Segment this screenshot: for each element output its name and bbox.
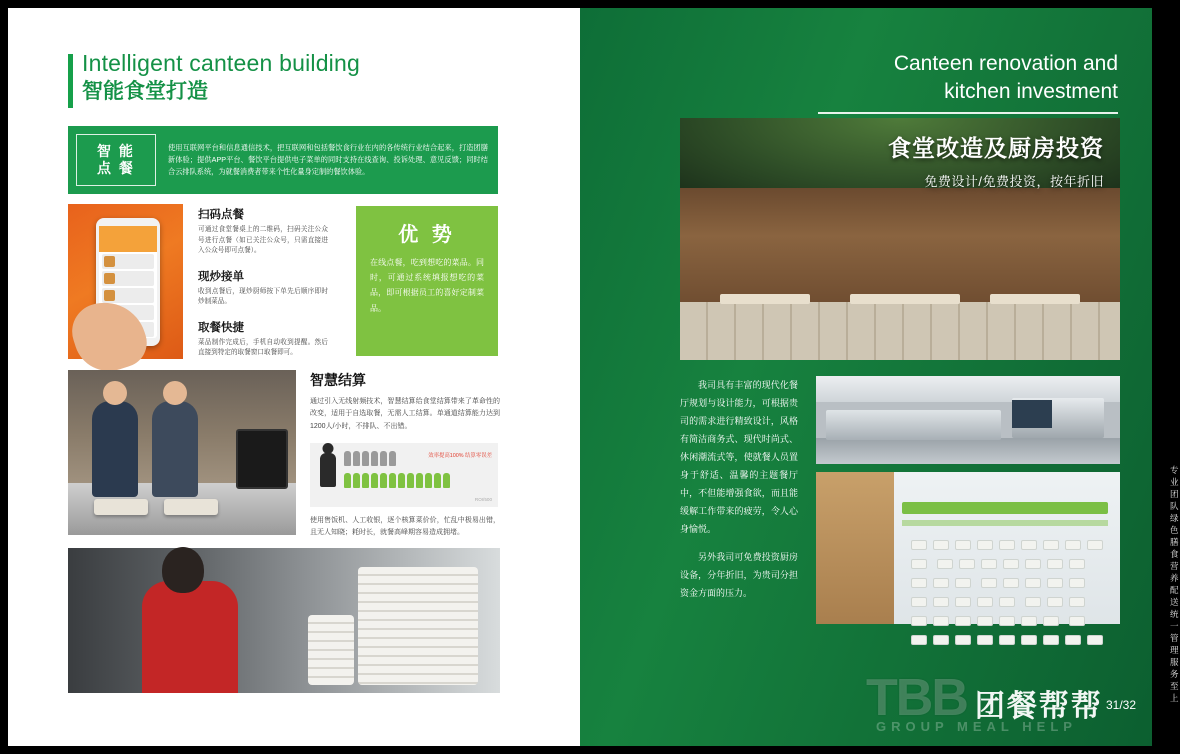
stat-label: 效率提高100% 结算零误差: [428, 452, 492, 459]
phone-ordering-photo: [68, 204, 183, 359]
intro-tag-line2: 点 餐: [97, 160, 135, 176]
intro-tag: [76, 134, 156, 186]
efficiency-stat-graphic: [310, 443, 498, 507]
stat-row-baseline: [344, 451, 398, 466]
logo-taglines: 专业团队 绿色膳食 营养配送 统一管理 服务至上: [1170, 465, 1180, 703]
settlement-terminal: [236, 429, 288, 489]
logo-english-name: GROUP MEAL HELP: [876, 719, 1077, 734]
serving-window-photo: [68, 548, 500, 693]
staff-figure: [142, 581, 238, 693]
logo-mark: TBB: [866, 669, 967, 728]
diner-head: [163, 381, 187, 405]
right-page: [580, 8, 1180, 746]
plan-service-line-shadow: [902, 520, 1108, 526]
right-title-line2: kitchen investment: [944, 80, 1118, 104]
feature-heading-3: 取餐快捷: [198, 321, 244, 334]
advantage-text: 在线点餐，吃到想吃的菜品。同时，可通过系统填报想吃的菜品，即可根据员工的喜好定制菜品。: [370, 258, 484, 313]
right-body-text: [680, 376, 798, 612]
dining-table: [990, 294, 1080, 304]
plate-stack: [308, 615, 354, 685]
dining-table: [850, 294, 960, 304]
kitchen-window: [1012, 400, 1052, 428]
smart-settlement-paragraph-1: 通过引入无线射频技术，智慧结算给食堂结算带来了革命性的改变，适用于自选取餐，无需人工结算。单通道结算能力达到1200人/小时，不排队、不出错。: [310, 398, 500, 430]
title-chinese: 智能食堂打造: [82, 80, 208, 104]
stat-note: ROI/500: [474, 496, 492, 502]
restaurant-hero-photo: [680, 118, 1120, 360]
title-accent-bar: [68, 54, 73, 108]
plan-table-grid: [908, 538, 1108, 612]
page-number: 31/32: [1105, 698, 1136, 712]
left-page-title: [68, 50, 360, 106]
person-icon: [320, 453, 336, 487]
feature-text-1: 可通过食堂餐桌上的二维码，扫码关注公众号进行点餐（如已关注公众号，只需直接进入公众号即可点餐）。: [198, 226, 328, 255]
smart-settlement-heading: 智慧结算: [310, 372, 366, 388]
phone-menu-item: [102, 288, 154, 303]
hero-overlay-title: [888, 130, 1104, 190]
food-tray: [94, 499, 148, 515]
phone-app-header: [99, 226, 157, 252]
advantage-title: 优 势: [398, 224, 456, 246]
kitchen-photo: [816, 376, 1120, 464]
kitchen-counter: [826, 410, 1001, 440]
canteen-3d-plan: [816, 472, 1120, 624]
phone-menu-item: [102, 271, 154, 286]
stat-row-improved: [344, 473, 452, 488]
intro-text: 使用互联网平台和信息通信技术，把互联网和包括餐饮食行业在内的各传统行业结合起来，打造团膳新体验；提供APP平台、餐饮平台提供电子菜单的同时支持在线查询、投诉处理、意见反馈；同时结合云排队系统，为就餐消费者带来个性化量身定制的餐饮体验。: [168, 143, 488, 176]
kitchen-floor: [816, 438, 1120, 464]
feature-heading-2: 现炒接单: [198, 270, 244, 283]
staff-head: [162, 547, 204, 593]
intro-band: [68, 126, 498, 194]
hero-title-cn: 食堂改造及厨房投资: [888, 135, 1104, 161]
smart-settlement-paragraph-2: 使用售饭机、人工收银，逐个核算菜价价，忙乱中极易出错，且无人知晓；耗时长，就餐高峰期容易造成拥堵。: [310, 516, 500, 536]
feature-text-2: 收到点餐后，现炒厨师按下单先后顺序即时炒制菜品。: [198, 287, 328, 306]
dining-table: [720, 294, 810, 304]
advantage-box: [356, 206, 498, 356]
right-body-paragraph-1: 我司具有丰富的现代化餐厅规划与设计能力，可根据贵司的需求进行精致设计，风格有简洁商务式、现代时尚式、休闲潮流式等，使就餐人员置身于舒适、温馨的主题餐厅中，不但能增强食欲，而且能缓解工作带来的疲劳，令人心身愉悦。: [680, 380, 798, 534]
canteen-checkout-photo: [68, 370, 296, 535]
logo-chinese-name: 团餐帮帮: [974, 690, 1103, 723]
feature-text-3: 菜品制作完成后，手机自动收到提醒。然后直接到特定的取餐窗口取餐即可。: [198, 338, 328, 357]
feature-list: [198, 206, 328, 370]
dining-room-floor: [680, 302, 1120, 360]
brochure-spread: [8, 8, 1180, 746]
diner-figure: [152, 401, 198, 497]
right-title-line1: Canteen renovation and: [893, 52, 1118, 75]
hero-subtitle-cn: 免费设计/免费投资，按年折旧: [924, 174, 1104, 189]
phone-menu-item: [102, 254, 154, 269]
plan-service-line: [902, 502, 1108, 514]
plan-wall-strip: [816, 472, 894, 624]
food-tray: [164, 499, 218, 515]
dining-room-interior: [680, 188, 1120, 308]
plate-stack: [358, 567, 478, 685]
title-english: Intelligent canteen building: [82, 50, 360, 76]
smart-settlement-block: [310, 370, 500, 539]
diner-head: [103, 381, 127, 405]
left-page: [8, 8, 580, 746]
feature-heading-1: 扫码点餐: [198, 209, 244, 221]
intro-tag-line1: 智 能: [97, 142, 135, 159]
diner-figure: [92, 401, 138, 497]
right-page-title: [818, 50, 1118, 107]
right-body-paragraph-2: 另外我司可免费投资厨房设备，分年折旧，为贵司分担资金方面的压力。: [680, 552, 798, 598]
right-title-rule: [818, 112, 1118, 114]
